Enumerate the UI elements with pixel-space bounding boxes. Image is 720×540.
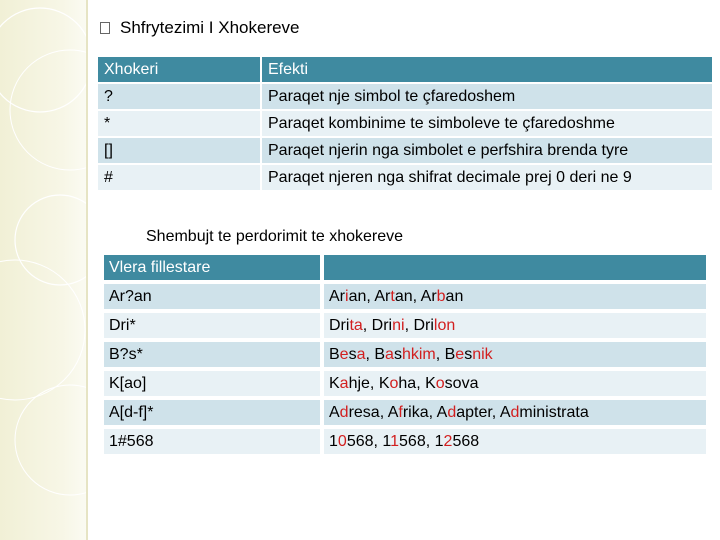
text-segment: 1 [329, 432, 338, 450]
table-row [104, 429, 706, 454]
header-cell: Xhokeri [98, 57, 260, 82]
matched-segment: a [339, 374, 349, 392]
text-segment: an, [348, 287, 375, 305]
matched-segment: d [339, 403, 349, 421]
text-segment: Dri [329, 316, 350, 334]
square-bullet-icon [100, 22, 110, 34]
matched-segment: o [389, 374, 399, 392]
table-row [98, 111, 712, 136]
example-word [329, 317, 372, 334]
examples-cell [324, 342, 706, 367]
text-segment: A [329, 403, 340, 421]
text-segment: Ar [374, 287, 391, 305]
matched-segment: d [510, 403, 520, 421]
text-segment: A [436, 403, 448, 421]
examples-cell [324, 313, 706, 338]
matched-segment: b [436, 287, 446, 305]
pattern-cell: A[d-f]* [104, 400, 320, 425]
text-segment: A [387, 403, 399, 421]
text-segment: B [374, 345, 386, 363]
examples-table [100, 251, 710, 458]
examples-cell [324, 400, 706, 425]
example-word [374, 288, 420, 305]
table-row [104, 371, 706, 396]
table-row [104, 342, 706, 367]
matched-segment: a [385, 345, 394, 363]
matched-segment: t [390, 287, 395, 305]
text-segment: , [435, 345, 445, 363]
matched-segment: hkim [401, 345, 436, 363]
text-segment: resa, [348, 403, 388, 421]
example-word [329, 346, 374, 363]
matched-segment: d [447, 403, 457, 421]
table-row [104, 313, 706, 338]
decorative-circles [0, 0, 88, 540]
title-row [100, 14, 300, 42]
examples-subtitle: Shembujt te perdorimit te xhokereve [146, 228, 404, 245]
text-segment: K [378, 374, 390, 392]
matched-segment: f [398, 403, 403, 421]
table-header-row [104, 255, 706, 280]
example-word [329, 288, 374, 305]
example-word [329, 433, 382, 450]
effect-cell: Paraqet njeren nga shifrat decimale prej 0 deri ne 9 [262, 165, 712, 190]
text-segment: 568, [346, 432, 383, 450]
text-segment: 1 [434, 432, 444, 450]
text-segment: Dri [413, 316, 434, 334]
example-word [413, 317, 455, 334]
text-segment: an, [394, 287, 421, 305]
example-word [500, 404, 589, 421]
pattern-cell: B?s* [104, 342, 320, 367]
example-word [329, 404, 388, 421]
text-segment: hje, [348, 374, 379, 392]
text-segment: K [425, 374, 436, 392]
example-word [329, 375, 379, 392]
example-word [374, 346, 444, 363]
header-cell [324, 255, 706, 280]
matched-segment: lon [433, 316, 456, 334]
text-segment: an [445, 287, 464, 305]
example-word [379, 375, 425, 392]
table-row [98, 138, 712, 163]
text-segment: sova [444, 374, 479, 392]
text-segment: , [362, 316, 372, 334]
page-title: Shfrytezimi I Xhokereve [120, 18, 300, 37]
table-row [104, 284, 706, 309]
pattern-cell: Ar?an [104, 284, 320, 309]
text-segment: B [329, 345, 340, 363]
text-segment: apter, [456, 403, 500, 421]
header-cell: Vlera fillestare [104, 255, 320, 280]
matched-segment: i [345, 287, 349, 305]
text-segment: 1 [382, 432, 391, 450]
text-segment: , [365, 345, 375, 363]
examples-cell [324, 284, 706, 309]
matched-segment: o [435, 374, 445, 392]
matched-segment: a [356, 345, 366, 363]
pattern-cell: Dri* [104, 313, 320, 338]
text-segment: 568, [399, 432, 435, 450]
text-segment: 568 [452, 432, 480, 450]
text-segment: K [329, 374, 340, 392]
text-segment: rika, [402, 403, 437, 421]
examples-cell [324, 371, 706, 396]
text-segment: Dri [371, 316, 393, 334]
matched-segment: 0 [337, 432, 347, 450]
table-row [98, 84, 712, 109]
text-segment: B [444, 345, 456, 363]
matched-segment: e [455, 345, 465, 363]
table-row [98, 165, 712, 190]
decorative-left-strip [0, 0, 88, 540]
example-word [435, 433, 480, 450]
text-segment: Ar [420, 287, 437, 305]
example-word [372, 317, 414, 334]
examples-cell [324, 429, 706, 454]
text-segment: s [393, 345, 402, 363]
text-segment: s [464, 345, 473, 363]
matched-segment: 2 [443, 432, 453, 450]
jokers-table [96, 55, 714, 192]
matched-segment: ni [392, 316, 405, 334]
table-header-row [98, 57, 712, 82]
matched-segment: e [339, 345, 349, 363]
example-word [445, 346, 493, 363]
example-word [425, 375, 478, 392]
strip-divider [86, 0, 88, 540]
effect-cell: Paraqet njerin nga simbolet e perfshira brenda tyre [262, 138, 712, 163]
text-segment: s [348, 345, 357, 363]
joker-cell: * [98, 111, 260, 136]
example-word [388, 404, 437, 421]
table-row [104, 400, 706, 425]
header-cell: Efekti [262, 57, 712, 82]
effect-cell: Paraqet kombinime te simboleve te çfaredoshme [262, 111, 712, 136]
matched-segment: nik [472, 345, 493, 363]
example-word [437, 404, 500, 421]
pattern-cell: 1#568 [104, 429, 320, 454]
joker-cell: [] [98, 138, 260, 163]
text-segment: ministrata [519, 403, 589, 421]
text-segment: Ar [329, 287, 345, 305]
joker-cell: ? [98, 84, 260, 109]
text-segment: ha, [398, 374, 426, 392]
example-word [382, 433, 434, 450]
matched-segment: ta [349, 316, 363, 334]
example-word [421, 288, 464, 305]
joker-cell: # [98, 165, 260, 190]
matched-segment: 1 [390, 432, 400, 450]
pattern-cell: K[ao] [104, 371, 320, 396]
effect-cell: Paraqet nje simbol te çfaredoshem [262, 84, 712, 109]
text-segment: , [404, 316, 414, 334]
text-segment: A [499, 403, 511, 421]
